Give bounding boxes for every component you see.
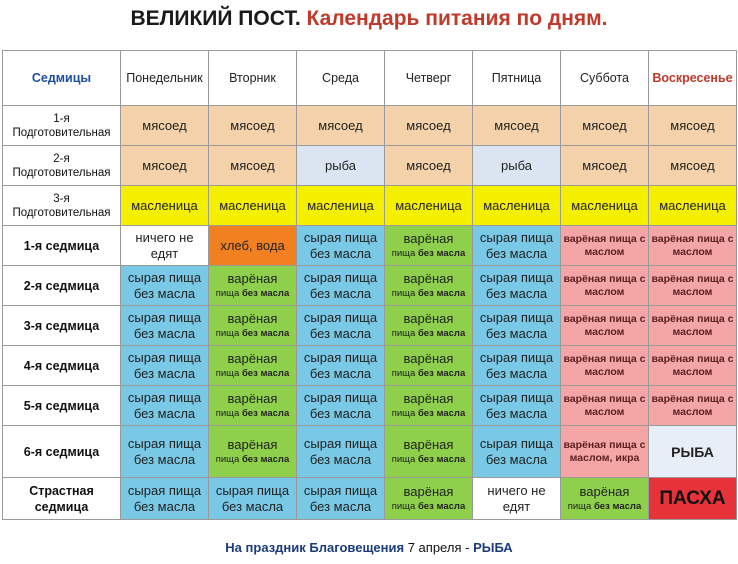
week-label: 3-я Подготовительная [3, 186, 121, 226]
cell-sub-text: пища без масла [215, 454, 290, 465]
table-row [3, 226, 737, 266]
cell-main-text: варёная [579, 484, 630, 499]
day-cell: масленица [561, 186, 649, 226]
week-label: 1-я седмица [3, 226, 121, 266]
day-cell: масленица [209, 186, 297, 226]
day-cell: мясоед [209, 106, 297, 146]
table-row [3, 146, 737, 186]
header-day: Вторник [209, 51, 297, 106]
day-cell: ничего не едят [121, 226, 209, 266]
day-cell: варёная пища с маслом [649, 306, 737, 346]
day-cell: ничего не едят [473, 478, 561, 520]
table-row [3, 106, 737, 146]
day-cell: варёная пища с маслом [561, 386, 649, 426]
day-cell [385, 226, 473, 266]
table-row [3, 426, 737, 478]
day-cell: хлеб, вода [209, 226, 297, 266]
cell-main-text: варёная [403, 484, 454, 499]
day-cell: мясоед [209, 146, 297, 186]
week-label: 5-я седмица [3, 386, 121, 426]
day-cell: сырая пища без масла [121, 306, 209, 346]
table-row [3, 386, 737, 426]
cell-main-text: варёная [227, 391, 278, 406]
cell-main-text: варёная [403, 311, 454, 326]
day-cell: сырая пища без масла [121, 346, 209, 386]
cell-sub-text: пища без масла [391, 328, 466, 339]
day-cell: варёная пища с маслом [649, 226, 737, 266]
cell-sub-text: пища без масла [215, 288, 290, 299]
table-row [3, 266, 737, 306]
day-cell: масленица [121, 186, 209, 226]
page-title [0, 4, 738, 34]
header-day: Понедельник [121, 51, 209, 106]
week-label: Страстная седмица [3, 478, 121, 520]
week-label: 2-я седмица [3, 266, 121, 306]
day-cell: сырая пища без масла [297, 346, 385, 386]
day-cell: сырая пища без масла [473, 386, 561, 426]
cell-sub-text: пища без масла [215, 368, 290, 379]
day-cell [209, 386, 297, 426]
day-cell: мясоед [121, 106, 209, 146]
cell-main-text: варёная [227, 311, 278, 326]
day-cell: рыба [297, 146, 385, 186]
day-cell: сырая пища без масла [297, 426, 385, 478]
week-label: 2-я Подготовительная [3, 146, 121, 186]
day-cell: мясоед [385, 106, 473, 146]
header-row [3, 51, 737, 106]
day-cell: сырая пища без масла [297, 386, 385, 426]
table-row [3, 186, 737, 226]
day-cell: мясоед [473, 106, 561, 146]
day-cell: мясоед [561, 106, 649, 146]
day-cell [385, 426, 473, 478]
footer-date: 7 апреля - [407, 540, 470, 555]
cell-sub-text: пища без масла [391, 368, 466, 379]
day-cell: сырая пища без масла [297, 226, 385, 266]
cell-main-text: варёная [403, 231, 454, 246]
day-cell: варёная пища с маслом [561, 306, 649, 346]
cell-main-text: варёная [403, 437, 454, 452]
day-cell: сырая пища без масла [473, 226, 561, 266]
day-cell: мясоед [561, 146, 649, 186]
week-label: 4-я седмица [3, 346, 121, 386]
footer-text: На праздник Благовещения [225, 540, 405, 555]
cell-sub-text: пища без масла [391, 501, 466, 512]
header-weeks: Седмицы [3, 51, 121, 106]
week-label: 6-я седмица [3, 426, 121, 478]
cell-main-text: варёная [227, 437, 278, 452]
day-cell: мясоед [649, 146, 737, 186]
cell-sub-text: пища без масла [215, 328, 290, 339]
cell-sub-text: пища без масла [391, 288, 466, 299]
day-cell: сырая пища без масла [209, 478, 297, 520]
cell-sub-text: пища без масла [391, 248, 466, 259]
day-cell: масленица [649, 186, 737, 226]
day-cell [385, 346, 473, 386]
fasting-calendar-table [2, 50, 737, 520]
header-day: Суббота [561, 51, 649, 106]
day-cell: мясоед [297, 106, 385, 146]
day-cell: мясоед [649, 106, 737, 146]
day-cell: варёная пища с маслом [561, 346, 649, 386]
day-cell: масленица [297, 186, 385, 226]
day-cell [385, 306, 473, 346]
cell-sub-text: пища без масла [215, 408, 290, 419]
day-cell: варёная пища с маслом [649, 346, 737, 386]
header-day: Пятница [473, 51, 561, 106]
day-cell [385, 266, 473, 306]
day-cell: варёная пища с маслом, икра [561, 426, 649, 478]
cell-main-text: варёная [403, 391, 454, 406]
title-part2: Календарь питания по дням. [306, 7, 608, 30]
cell-main-text: варёная [227, 351, 278, 366]
day-cell: сырая пища без масла [121, 426, 209, 478]
day-cell [561, 478, 649, 520]
day-cell: ПАСХА [649, 478, 737, 520]
day-cell: сырая пища без масла [297, 306, 385, 346]
day-cell: сырая пища без масла [473, 306, 561, 346]
cell-sub-text: пища без масла [391, 454, 466, 465]
day-cell: масленица [473, 186, 561, 226]
day-cell: сырая пища без масла [473, 266, 561, 306]
day-cell [209, 346, 297, 386]
header-day: Четверг [385, 51, 473, 106]
week-label: 1-я Подготовительная [3, 106, 121, 146]
footer-note [0, 540, 738, 555]
day-cell [209, 266, 297, 306]
footer-fish: РЫБА [473, 540, 513, 555]
cell-main-text: варёная [403, 351, 454, 366]
cell-main-text: варёная [227, 271, 278, 286]
day-cell: варёная пища с маслом [649, 266, 737, 306]
day-cell [209, 426, 297, 478]
day-cell [209, 306, 297, 346]
cell-sub-text: пища без масла [567, 501, 642, 512]
day-cell: сырая пища без масла [473, 426, 561, 478]
table-row [3, 478, 737, 520]
calendar-body [3, 106, 737, 520]
table-row [3, 346, 737, 386]
table-row [3, 306, 737, 346]
week-label: 3-я седмица [3, 306, 121, 346]
day-cell: сырая пища без масла [297, 266, 385, 306]
day-cell: мясоед [385, 146, 473, 186]
day-cell: масленица [385, 186, 473, 226]
day-cell [385, 478, 473, 520]
header-day-sunday: Воскресенье [649, 51, 737, 106]
day-cell: сырая пища без масла [121, 386, 209, 426]
day-cell: сырая пища без масла [121, 478, 209, 520]
day-cell: сырая пища без масла [121, 266, 209, 306]
day-cell [385, 386, 473, 426]
cell-main-text: варёная [403, 271, 454, 286]
day-cell: сырая пища без масла [473, 346, 561, 386]
day-cell: рыба [473, 146, 561, 186]
day-cell: мясоед [121, 146, 209, 186]
day-cell: РЫБА [649, 426, 737, 478]
cell-sub-text: пища без масла [391, 408, 466, 419]
day-cell: варёная пища с маслом [649, 386, 737, 426]
header-day: Среда [297, 51, 385, 106]
day-cell: варёная пища с маслом [561, 266, 649, 306]
title-part1: ВЕЛИКИЙ ПОСТ. [130, 7, 301, 30]
day-cell: варёная пища с маслом [561, 226, 649, 266]
day-cell: сырая пища без масла [297, 478, 385, 520]
